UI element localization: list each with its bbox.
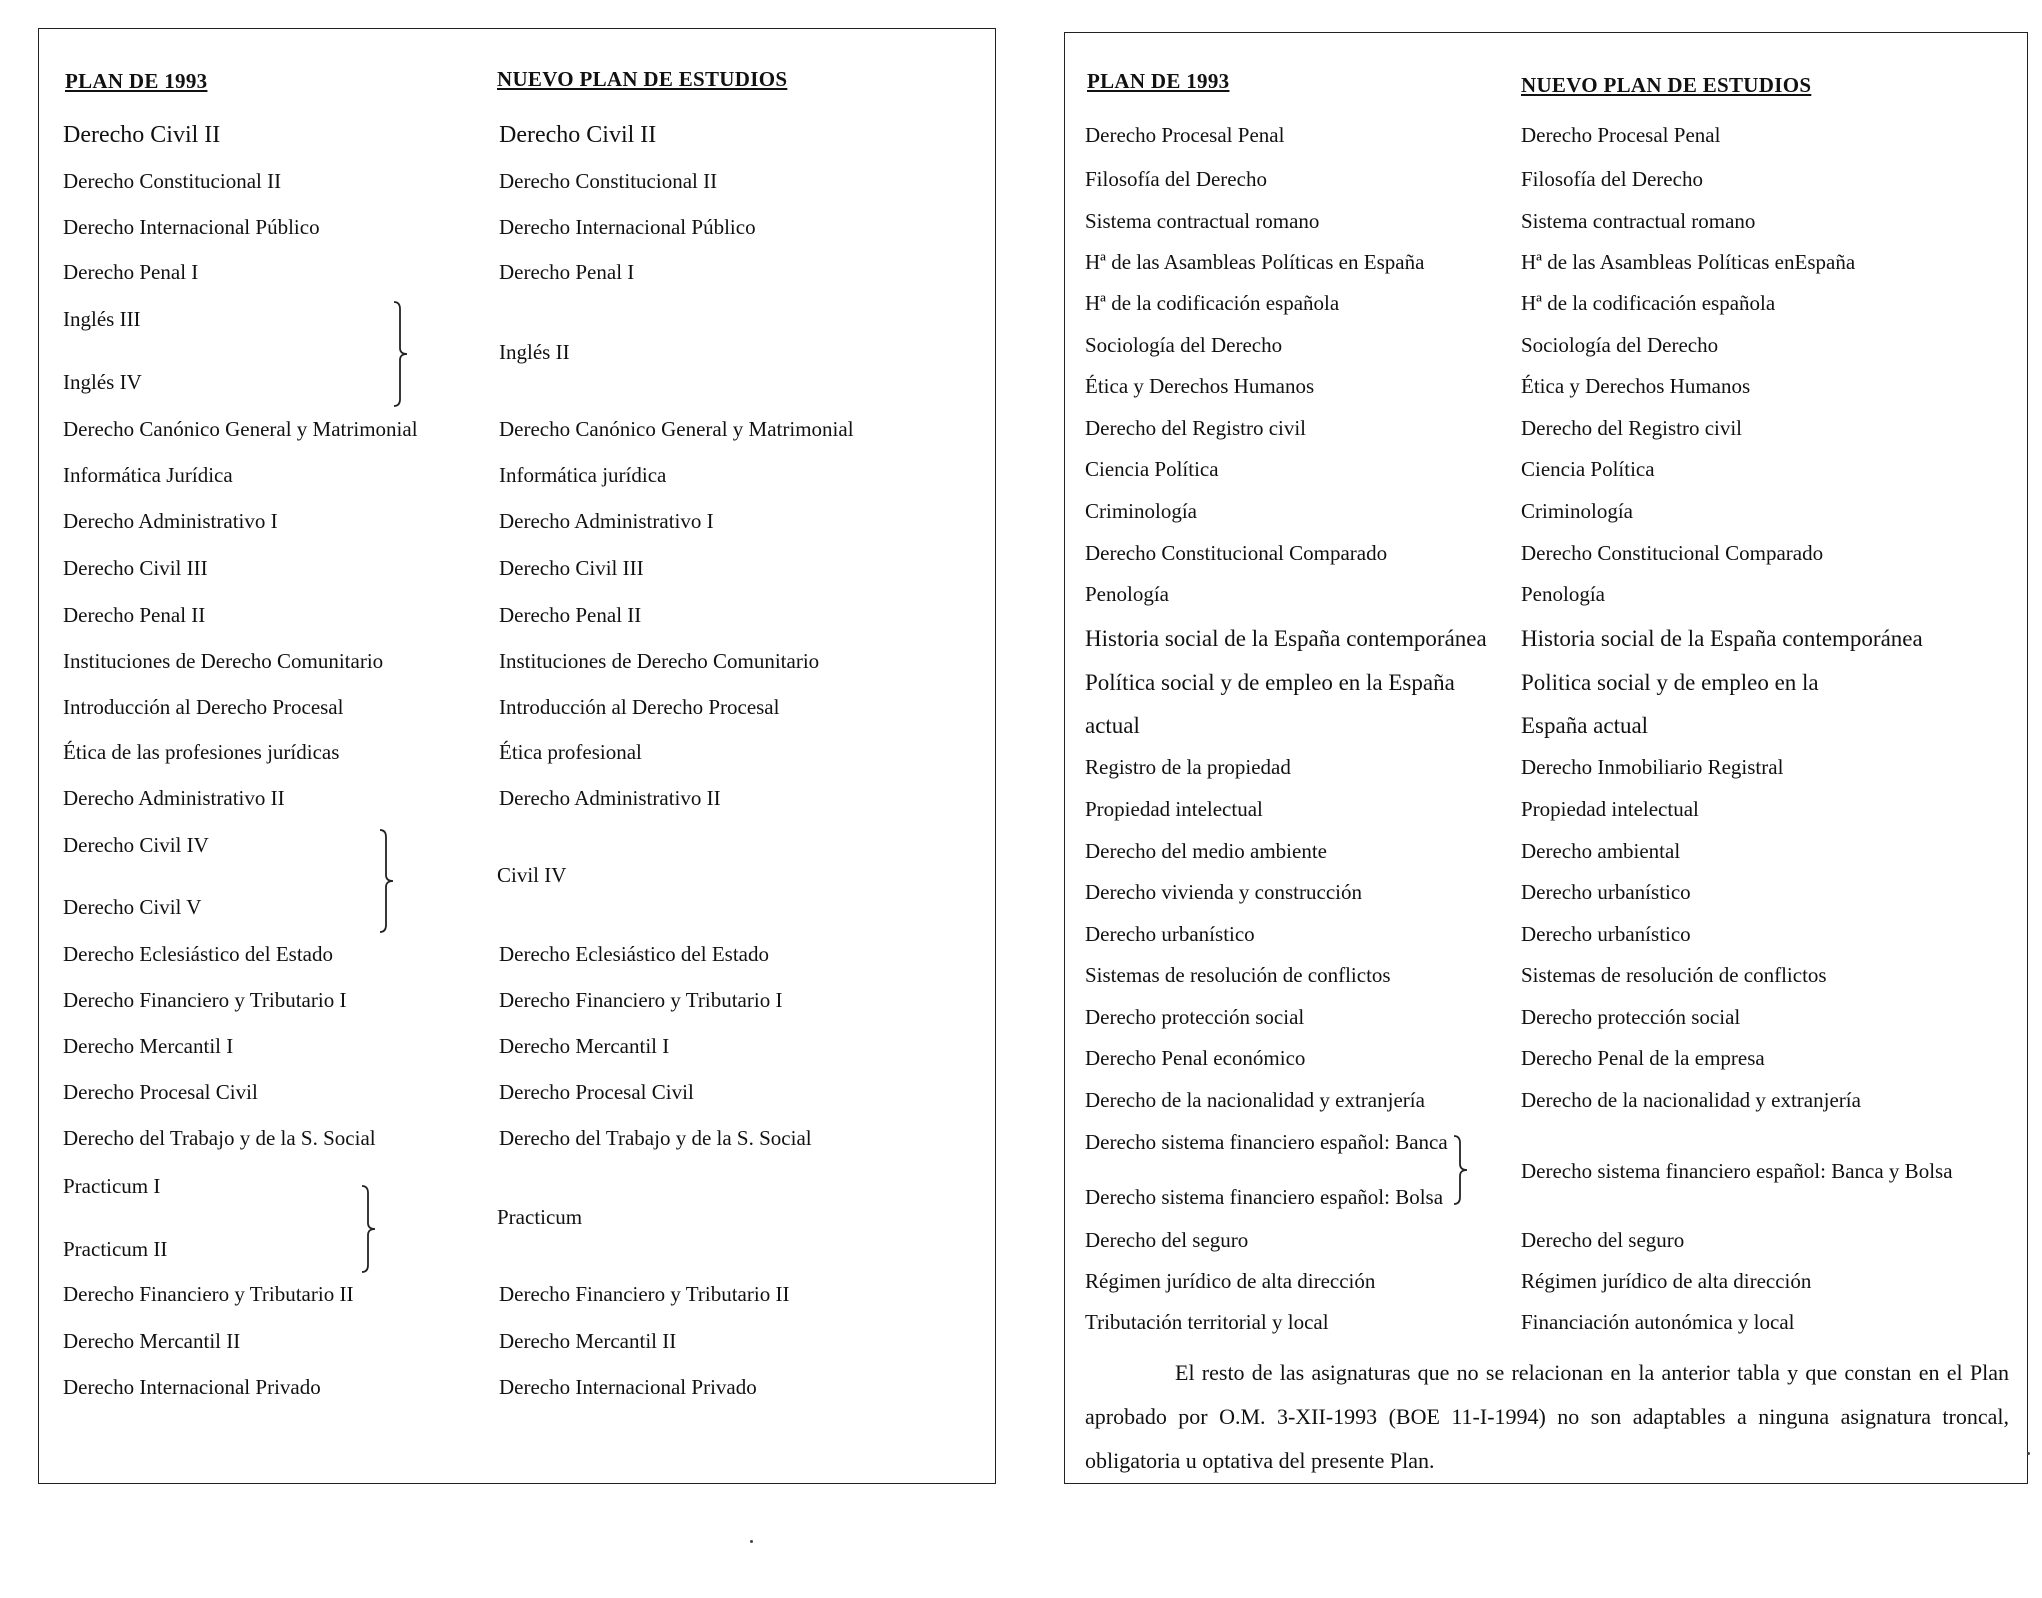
right-row-16-new-plan: Propiedad intelectual xyxy=(1521,797,1699,821)
right-row-7-new-plan: Derecho del Registro civil xyxy=(1521,416,1743,440)
right-row-0-plan-1993: Derecho Procesal Penal xyxy=(1085,123,1285,147)
left-header-old-plan: PLAN DE 1993 xyxy=(65,69,208,93)
left-row-25-new-plan: Derecho Mercantil II xyxy=(499,1329,677,1353)
left-row-14-plan-1993: Derecho Administrativo II xyxy=(63,786,285,810)
right-row-12-new-plan: Historia social de la España contemporánea xyxy=(1521,626,1923,651)
left-row-26-plan-1993: Derecho Internacional Privado xyxy=(63,1375,321,1399)
right-row-20-new-plan: Sistemas de resolución de conflictos xyxy=(1521,963,1827,987)
right-header-new-plan: NUEVO PLAN DE ESTUDIOS xyxy=(1521,73,1812,97)
left-row-10-plan-1993: Derecho Penal II xyxy=(63,603,206,627)
brace-practicum xyxy=(361,1185,375,1273)
right-row-22-plan-1993: Derecho Penal económico xyxy=(1085,1046,1306,1070)
right-row-24-plan-1993: Derecho sistema financiero español: Banca xyxy=(1085,1130,1448,1154)
right-row-3-new-plan: Hª de las Asambleas Políticas enEspaña xyxy=(1521,250,1856,274)
left-row-26-new-plan: Derecho Internacional Privado xyxy=(499,1375,757,1399)
left-merged-new-plan-0: Inglés II xyxy=(499,340,570,364)
left-row-19-new-plan: Derecho Mercantil I xyxy=(499,1034,670,1058)
right-row-20-plan-1993: Sistemas de resolución de conflictos xyxy=(1085,963,1391,987)
left-row-2-new-plan: Derecho Internacional Público xyxy=(499,215,756,239)
right-row-18-new-plan: Derecho urbanístico xyxy=(1521,880,1691,904)
right-row-19-new-plan: Derecho urbanístico xyxy=(1521,922,1691,946)
right-row-3-plan-1993: Hª de las Asambleas Políticas en España xyxy=(1085,250,1425,274)
right-row-28-plan-1993: Tributación territorial y local xyxy=(1085,1310,1329,1334)
left-row-12-new-plan: Introducción al Derecho Procesal xyxy=(499,695,780,719)
right-row-6-new-plan: Ética y Derechos Humanos xyxy=(1521,374,1751,398)
left-row-14-new-plan: Derecho Administrativo II xyxy=(499,786,721,810)
left-header-new-plan: NUEVO PLAN DE ESTUDIOS xyxy=(497,67,788,91)
left-row-13-new-plan: Ética profesional xyxy=(499,740,642,764)
left-row-1-plan-1993: Derecho Constitucional II xyxy=(63,169,282,193)
right-row-1-plan-1993: Filosofía del Derecho xyxy=(1085,167,1267,191)
right-row-16-plan-1993: Propiedad intelectual xyxy=(1085,797,1263,821)
right-row-11-plan-1993: Penología xyxy=(1085,582,1169,606)
right-row-6-plan-1993: Ética y Derechos Humanos xyxy=(1085,374,1315,398)
right-row-12-plan-1993: Historia social de la España contemporánea xyxy=(1085,626,1487,651)
left-row-16-plan-1993: Derecho Civil V xyxy=(63,895,202,919)
right-row-9-plan-1993: Criminología xyxy=(1085,499,1197,523)
left-row-25-plan-1993: Derecho Mercantil II xyxy=(63,1329,241,1353)
left-row-23-plan-1993: Practicum II xyxy=(63,1237,168,1261)
left-row-3-new-plan: Derecho Penal I xyxy=(499,260,635,284)
right-row-4-plan-1993: Hª de la codificación española xyxy=(1085,291,1340,315)
right-row-0-new-plan: Derecho Procesal Penal xyxy=(1521,123,1721,147)
right-row-7-plan-1993: Derecho del Registro civil xyxy=(1085,416,1307,440)
scan-speck xyxy=(2027,1452,2030,1455)
right-row-14-new-plan: España actual xyxy=(1521,713,1649,738)
left-row-24-plan-1993: Derecho Financiero y Tributario II xyxy=(63,1282,354,1306)
right-row-15-plan-1993: Registro de la propiedad xyxy=(1085,755,1291,779)
left-row-20-plan-1993: Derecho Procesal Civil xyxy=(63,1080,258,1104)
left-row-11-new-plan: Instituciones de Derecho Comunitario xyxy=(499,649,820,673)
left-row-3-plan-1993: Derecho Penal I xyxy=(63,260,199,284)
left-row-7-plan-1993: Informática Jurídica xyxy=(63,463,233,487)
right-row-1-new-plan: Filosofía del Derecho xyxy=(1521,167,1703,191)
left-row-11-plan-1993: Instituciones de Derecho Comunitario xyxy=(63,649,384,673)
left-row-18-plan-1993: Derecho Financiero y Tributario I xyxy=(63,988,347,1012)
right-row-22-new-plan: Derecho Penal de la empresa xyxy=(1521,1046,1765,1070)
right-row-25-plan-1993: Derecho sistema financiero español: Bolsa xyxy=(1085,1185,1444,1209)
brace-ingles xyxy=(393,301,407,407)
right-row-17-new-plan: Derecho ambiental xyxy=(1521,839,1681,863)
right-row-26-plan-1993: Derecho del seguro xyxy=(1085,1228,1249,1252)
left-row-8-new-plan: Derecho Administrativo I xyxy=(499,509,714,533)
right-row-13-new-plan: Politica social y de empleo en la xyxy=(1521,670,1819,695)
left-row-8-plan-1993: Derecho Administrativo I xyxy=(63,509,278,533)
right-merged-new-plan-0: Derecho sistema financiero español: Banca y Bolsa xyxy=(1521,1159,1953,1183)
left-row-4-plan-1993: Inglés III xyxy=(63,307,141,331)
right-row-21-plan-1993: Derecho protección social xyxy=(1085,1005,1305,1029)
right-row-10-plan-1993: Derecho Constitucional Comparado xyxy=(1085,541,1388,565)
right-row-8-new-plan: Ciencia Política xyxy=(1521,457,1655,481)
right-row-2-plan-1993: Sistema contractual romano xyxy=(1085,209,1320,233)
right-row-10-new-plan: Derecho Constitucional Comparado xyxy=(1521,541,1824,565)
left-row-2-plan-1993: Derecho Internacional Público xyxy=(63,215,320,239)
brace-civil xyxy=(379,829,393,933)
right-row-18-plan-1993: Derecho vivienda y construcción xyxy=(1085,880,1362,904)
left-row-13-plan-1993: Ética de las profesiones jurídicas xyxy=(63,740,340,764)
right-row-13-plan-1993: Política social y de empleo en la España xyxy=(1085,670,1455,695)
left-row-6-new-plan: Derecho Canónico General y Matrimonial xyxy=(499,417,854,441)
right-row-4-new-plan: Hª de la codificación española xyxy=(1521,291,1776,315)
right-row-8-plan-1993: Ciencia Política xyxy=(1085,457,1219,481)
left-row-24-new-plan: Derecho Financiero y Tributario II xyxy=(499,1282,790,1306)
left-row-5-plan-1993: Inglés IV xyxy=(63,370,142,394)
right-row-19-plan-1993: Derecho urbanístico xyxy=(1085,922,1255,946)
left-row-1-new-plan: Derecho Constitucional II xyxy=(499,169,718,193)
left-row-12-plan-1993: Introducción al Derecho Procesal xyxy=(63,695,344,719)
left-row-9-new-plan: Derecho Civil III xyxy=(499,556,644,580)
left-row-0-new-plan: Derecho Civil II xyxy=(499,122,657,148)
right-row-2-new-plan: Sistema contractual romano xyxy=(1521,209,1756,233)
left-row-17-new-plan: Derecho Eclesiástico del Estado xyxy=(499,942,769,966)
right-row-9-new-plan: Criminología xyxy=(1521,499,1633,523)
right-row-17-plan-1993: Derecho del medio ambiente xyxy=(1085,839,1327,863)
left-table-panel xyxy=(38,28,996,1484)
left-row-7-new-plan: Informática jurídica xyxy=(499,463,667,487)
right-row-27-new-plan: Régimen jurídico de alta dirección xyxy=(1521,1269,1812,1293)
left-row-6-plan-1993: Derecho Canónico General y Matrimonial xyxy=(63,417,418,441)
left-row-15-plan-1993: Derecho Civil IV xyxy=(63,833,209,857)
left-merged-new-plan-1: Civil IV xyxy=(497,863,567,887)
right-row-14-plan-1993: actual xyxy=(1085,713,1140,738)
right-row-26-new-plan: Derecho del seguro xyxy=(1521,1228,1685,1252)
right-row-28-new-plan: Financiación autonómica y local xyxy=(1521,1310,1795,1334)
right-row-23-plan-1993: Derecho de la nacionalidad y extranjería xyxy=(1085,1088,1425,1112)
right-row-5-new-plan: Sociología del Derecho xyxy=(1521,333,1719,357)
left-row-18-new-plan: Derecho Financiero y Tributario I xyxy=(499,988,783,1012)
left-row-21-new-plan: Derecho del Trabajo y de la S. Social xyxy=(499,1126,812,1150)
right-row-5-plan-1993: Sociología del Derecho xyxy=(1085,333,1283,357)
left-merged-new-plan-2: Practicum xyxy=(497,1205,583,1229)
right-row-15-new-plan: Derecho Inmobiliario Registral xyxy=(1521,755,1784,779)
right-header-old-plan: PLAN DE 1993 xyxy=(1087,69,1230,93)
right-table-panel xyxy=(1064,32,2028,1484)
left-row-17-plan-1993: Derecho Eclesiástico del Estado xyxy=(63,942,333,966)
brace-sistema-financiero xyxy=(1453,1135,1467,1205)
right-row-23-new-plan: Derecho de la nacionalidad y extranjería xyxy=(1521,1088,1861,1112)
left-row-20-new-plan: Derecho Procesal Civil xyxy=(499,1080,694,1104)
right-row-11-new-plan: Penología xyxy=(1521,582,1605,606)
left-row-9-plan-1993: Derecho Civil III xyxy=(63,556,208,580)
right-row-27-plan-1993: Régimen jurídico de alta dirección xyxy=(1085,1269,1376,1293)
left-row-22-plan-1993: Practicum I xyxy=(63,1174,161,1198)
footer-note: El resto de las asignaturas que no se relacionan en la anterior tabla y que constan en el Plan aprobado por O.M. 3-XII-1993 (BOE 11-I-1994) no son adaptables a ninguna asignatura troncal, obligatoria u optativa del presente Plan. xyxy=(1085,1360,2009,1473)
left-row-10-new-plan: Derecho Penal II xyxy=(499,603,642,627)
right-row-21-new-plan: Derecho protección social xyxy=(1521,1005,1741,1029)
left-row-21-plan-1993: Derecho del Trabajo y de la S. Social xyxy=(63,1126,376,1150)
left-row-19-plan-1993: Derecho Mercantil I xyxy=(63,1034,234,1058)
scan-speck xyxy=(750,1540,753,1543)
left-row-0-plan-1993: Derecho Civil II xyxy=(63,122,221,148)
